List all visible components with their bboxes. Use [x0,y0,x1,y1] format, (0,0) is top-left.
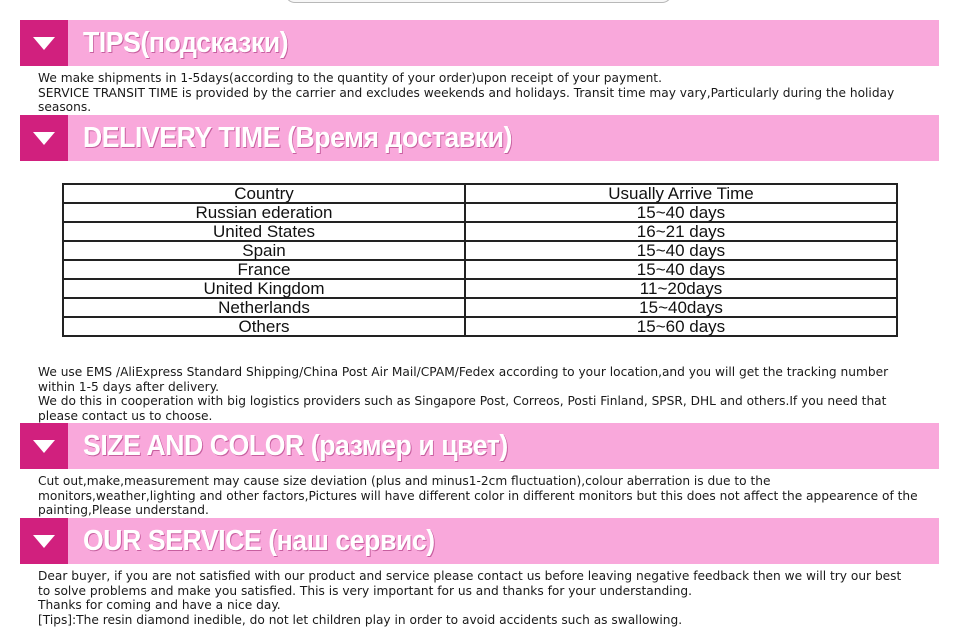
cell-country: United States [63,222,465,241]
section-title-delivery: DELIVERY TIME (Время доставки) [83,122,513,154]
column-header-country: Country [63,184,465,203]
tips-text [38,71,938,115]
cell-country: Others [63,317,465,336]
table-row [63,222,897,241]
section-title-tips: TIPS(подсказки) [83,27,289,59]
size-color-line: Cut out,make,measurement may cause size deviation (plus and minus1-2cm fluctuation),colour aberration is due to the monitors,weather,lighting and other factors,Pictures will have different color in different monitors but this does not affect the appearence of the painting,Please understand. [38,474,918,518]
table-row [63,279,897,298]
table-row [63,260,897,279]
cell-arrive-time: 16~21 days [465,222,897,241]
triangle-down-icon [33,37,55,50]
cell-arrive-time: 11~20days [465,279,897,298]
section-marker [20,115,68,161]
section-banner-size-color [20,423,939,469]
column-header-arrive-time: Usually Arrive Time [465,184,897,203]
triangle-down-icon [33,535,55,548]
service-text [38,569,938,627]
cell-country: Spain [63,241,465,260]
service-line: [Tips]:The resin diamond inedible, do not let children play in order to avoid accidents such as swallowing. [38,612,683,627]
delivery-text [38,365,938,423]
top-tab-edge [285,0,672,3]
section-title-service: OUR SERVICE (наш сервис) [83,525,435,557]
section-banner-service [20,518,939,564]
section-title-size-color: SIZE AND COLOR (размер и цвет) [83,430,508,462]
section-marker [20,423,68,469]
tips-line: We make shipments in 1-5days(according to the quantity of your order)upon receipt of your payment. [38,71,662,85]
cell-arrive-time: 15~40days [465,298,897,317]
delivery-line: We do this in cooperation with big logistics providers such as Singapore Post, Correos, Posti Finland, SPSR, DHL and others.If you need that please contact us to choose. [38,394,887,423]
cell-arrive-time: 15~40 days [465,241,897,260]
cell-arrive-time: 15~40 days [465,260,897,279]
table-row [63,317,897,336]
cell-country: Russian ederation [63,203,465,222]
section-banner-tips [20,20,939,66]
triangle-down-icon [33,440,55,453]
service-line: Thanks for coming and have a nice day. [38,598,281,613]
table-header-row [63,184,897,203]
delivery-time-table [62,183,898,337]
section-banner-delivery [20,115,939,161]
section-marker [20,518,68,564]
cell-arrive-time: 15~40 days [465,203,897,222]
table-row [63,298,897,317]
cell-country: France [63,260,465,279]
cell-country: United Kingdom [63,279,465,298]
section-marker [20,20,68,66]
table-row [63,241,897,260]
tips-line: SERVICE TRANSIT TIME is provided by the carrier and excludes weekends and holidays. Transit time may vary,Particularly during the holiday seasons. [38,85,895,115]
cell-country: Netherlands [63,298,465,317]
table-row [63,203,897,222]
triangle-down-icon [33,132,55,145]
size-color-text [38,474,938,518]
delivery-line: We use EMS /AliExpress Standard Shipping/China Post Air Mail/CPAM/Fedex according to your location,and you will get the tracking number within 1-5 days after delivery. [38,365,889,394]
service-line: Dear buyer, if you are not satisfied with our product and service please contact us before leaving negative feedback then we will try our best to solve problems and make you satisfied. This is very important for us and thanks for your understanding. [38,569,902,598]
cell-arrive-time: 15~60 days [465,317,897,336]
